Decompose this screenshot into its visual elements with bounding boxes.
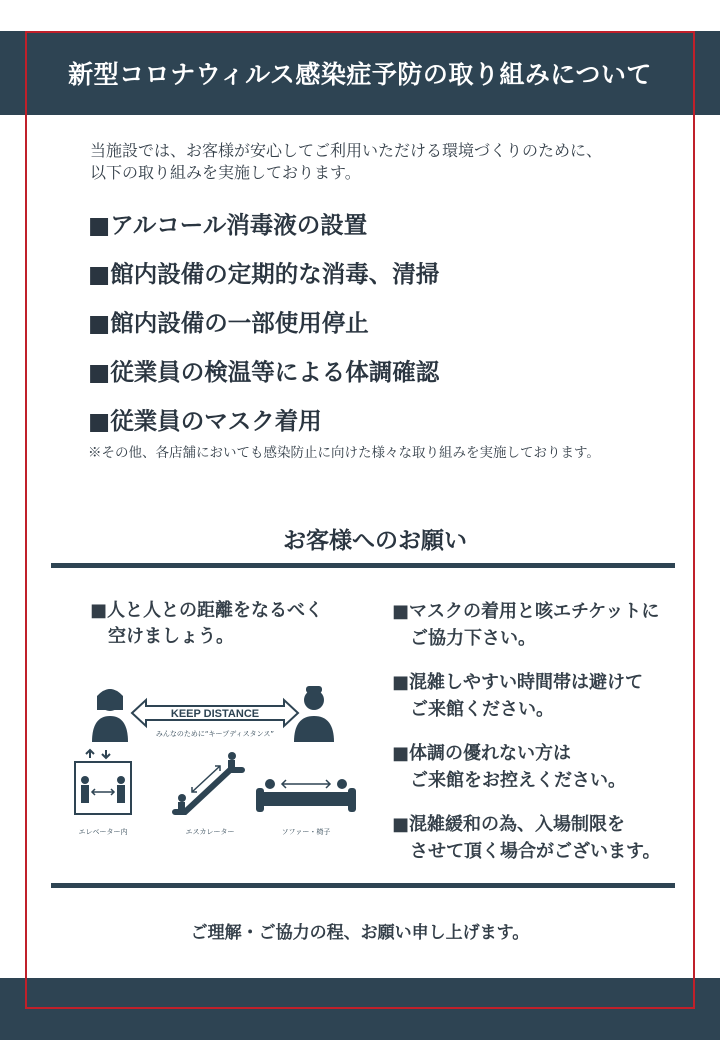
intro-line: 以下の取り組みを実施しております。 xyxy=(90,163,361,182)
measures-list xyxy=(88,198,688,443)
note-text: ※その他、各店舗においても感染防止に向けた様々な取り組みを実施しております。 xyxy=(88,445,600,461)
request-line: させて頂く場合がございます。 xyxy=(410,841,661,862)
request-line: ■体調の優れない方は xyxy=(392,743,572,764)
measure-item: ■従業員の検温等による体調確認 xyxy=(88,357,440,386)
escalator-icon xyxy=(175,752,242,812)
measure-item: ■従業員のマスク着用 xyxy=(88,406,322,435)
requests-list xyxy=(392,598,692,882)
measure-item: ■館内設備の一部使用停止 xyxy=(88,308,369,337)
measure-item: ■アルコール消毒液の設置 xyxy=(88,210,368,239)
divider-top xyxy=(51,563,675,568)
request-line: ■混雑緩和の為、入場制限を xyxy=(392,814,626,835)
intro-line: 当施設では、お客様が安心してご利用いただける環境づくりのために、 xyxy=(90,141,603,160)
keep-distance-label: KEEP DISTANCE xyxy=(170,708,260,720)
divider-bottom xyxy=(51,883,675,888)
keep-distance-illustration xyxy=(70,680,370,850)
request-line: 空けましょう。 xyxy=(108,626,234,647)
escalator-caption: エスカレーター xyxy=(185,828,235,836)
man-icon xyxy=(294,686,334,742)
request-line: ご協力下さい。 xyxy=(410,628,536,649)
request-line: ご来館をお控えください。 xyxy=(410,770,626,791)
woman-icon xyxy=(92,689,128,742)
page-title: 新型コロナウィルス感染症予防の取り組みについて xyxy=(68,60,652,89)
request-line: ■混雑しやすい時間帯は避けて xyxy=(392,672,644,693)
closing-text: ご理解・ご協力の程、お願い申し上げます。 xyxy=(190,923,530,943)
request-distance xyxy=(90,598,360,650)
sofa-icon xyxy=(256,779,356,812)
request-line: ご来館ください。 xyxy=(410,699,554,720)
intro-text xyxy=(90,140,670,184)
elevator-icon xyxy=(75,750,131,814)
request-item xyxy=(392,740,692,794)
request-item xyxy=(392,811,692,865)
measure-item: ■館内設備の定期的な消毒、清掃 xyxy=(88,259,440,288)
request-item xyxy=(392,598,692,652)
footer-band xyxy=(0,978,720,1040)
keep-distance-subcaption: みんなのために“キープディスタンス” xyxy=(155,730,275,738)
sofa-caption: ソファー・椅子 xyxy=(281,828,331,836)
elevator-caption: エレベーター内 xyxy=(78,828,128,836)
requests-heading: お客様へのお願い xyxy=(283,527,467,554)
keep-distance-arrow xyxy=(132,700,298,726)
request-line: ■マスクの着用と咳エチケットに xyxy=(392,601,660,622)
request-item xyxy=(392,669,692,723)
request-line: ■人と人との距離をなるべく xyxy=(90,600,324,621)
